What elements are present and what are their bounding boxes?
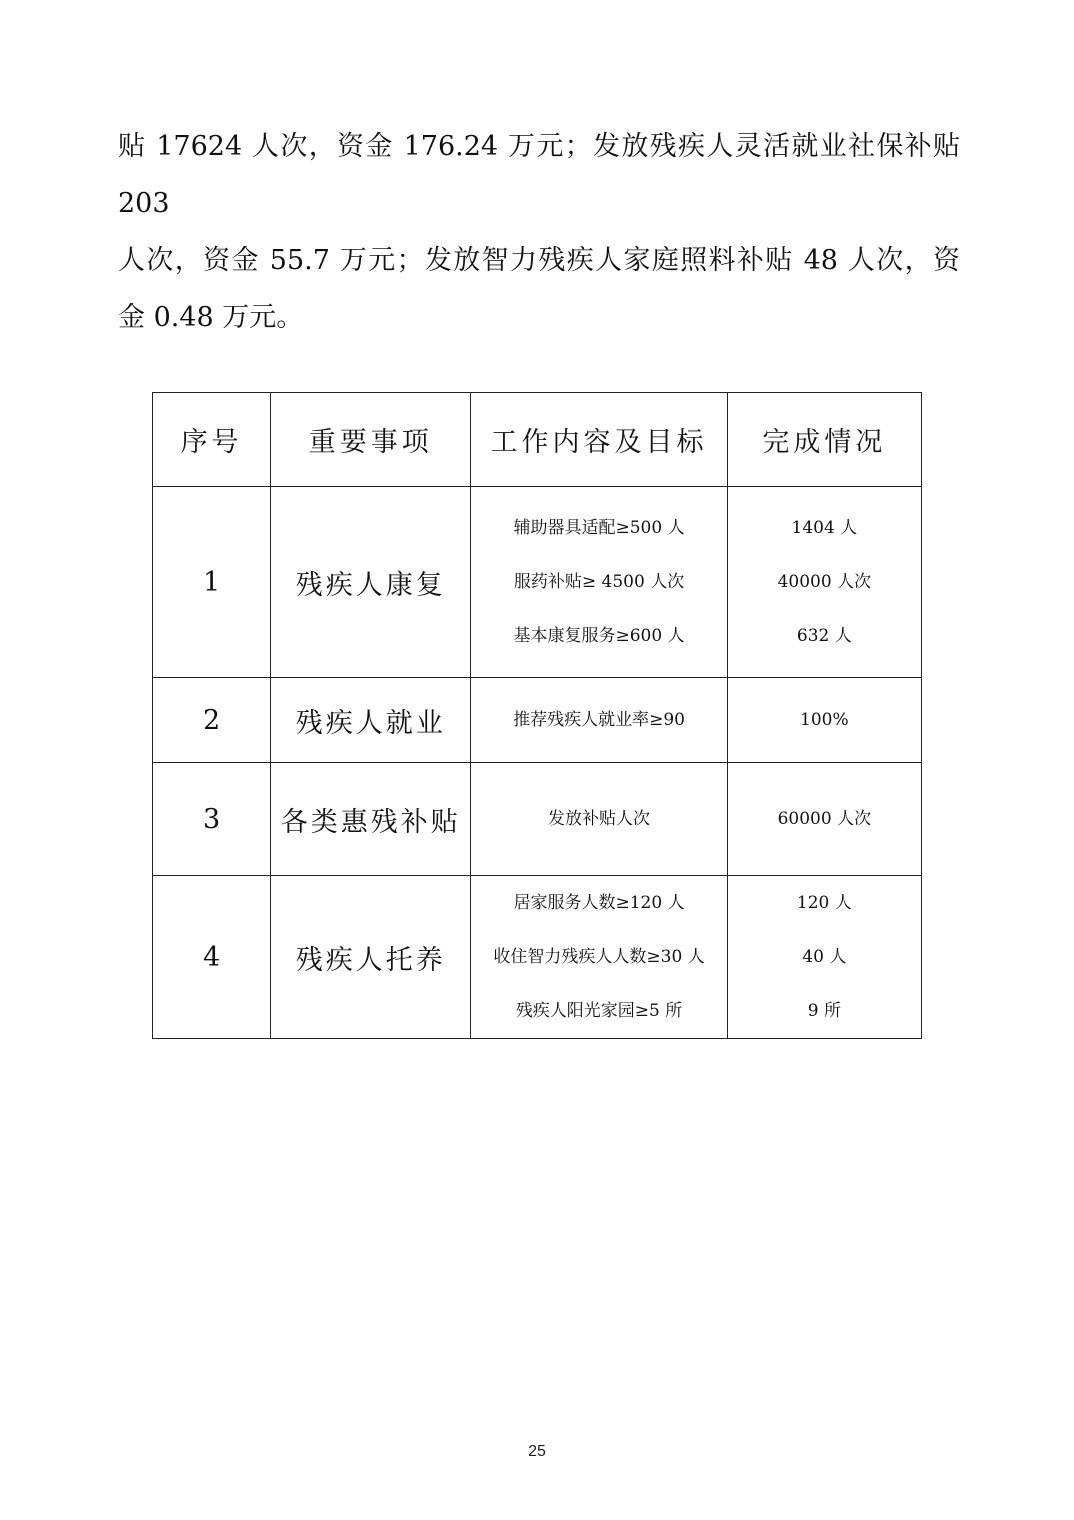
- row-targets: [471, 678, 727, 763]
- paragraph-line: 金 0.48 万元。: [118, 302, 304, 333]
- done-line: 1404 人: [791, 518, 858, 538]
- row-targets: [471, 487, 727, 678]
- row-item: 各类惠残补贴: [271, 763, 471, 876]
- target-line: 居家服务人数≥120 人: [513, 893, 685, 913]
- row-targets: [471, 876, 727, 1039]
- done-line: 40000 人次: [777, 572, 872, 592]
- target-line: 发放补贴人次: [548, 809, 651, 829]
- row-done: [727, 678, 921, 763]
- table-row: [153, 763, 922, 876]
- row-targets: [471, 763, 727, 876]
- row-done: [727, 876, 921, 1039]
- header-target: 工作内容及目标: [471, 393, 727, 487]
- paragraph-line: 贴 17624 人次，资金 176.24 万元；发放残疾人灵活就业社保补贴 203: [118, 131, 960, 219]
- done-line: 120 人: [796, 893, 852, 913]
- table-header-row: [153, 393, 922, 487]
- target-line: 收住智力残疾人人数≥30 人: [493, 947, 705, 967]
- done-line: 632 人: [796, 626, 852, 646]
- target-line: 辅助器具适配≥500 人: [513, 518, 685, 538]
- header-done: 完成情况: [727, 393, 921, 487]
- page-number: 25: [528, 1443, 546, 1460]
- header-no: 序号: [153, 393, 271, 487]
- done-line: 60000 人次: [777, 809, 872, 829]
- done-line: 100%: [800, 710, 849, 730]
- target-line: 基本康复服务≥600 人: [513, 626, 685, 646]
- row-number: 4: [153, 876, 271, 1039]
- row-number: 3: [153, 763, 271, 876]
- row-item: 残疾人康复: [271, 487, 471, 678]
- target-line: 残疾人阳光家园≥5 所: [515, 1001, 683, 1021]
- row-done: [727, 763, 921, 876]
- done-line: 9 所: [807, 1001, 841, 1021]
- target-line: 推荐残疾人就业率≥90: [513, 710, 685, 730]
- header-item: 重要事项: [271, 393, 471, 487]
- table-row: [153, 487, 922, 678]
- done-line: 40 人: [802, 947, 847, 967]
- row-done: [727, 487, 921, 678]
- paragraph-line: 人次，资金 55.7 万元；发放智力残疾人家庭照料补贴 48 人次，资: [118, 245, 960, 276]
- summary-table: [152, 392, 922, 1039]
- body-paragraph: [118, 118, 960, 346]
- table-row: [153, 678, 922, 763]
- row-number: 1: [153, 487, 271, 678]
- row-item: 残疾人托养: [271, 876, 471, 1039]
- row-number: 2: [153, 678, 271, 763]
- row-item: 残疾人就业: [271, 678, 471, 763]
- target-line: 服药补贴≥ 4500 人次: [513, 572, 685, 592]
- table-row: [153, 876, 922, 1039]
